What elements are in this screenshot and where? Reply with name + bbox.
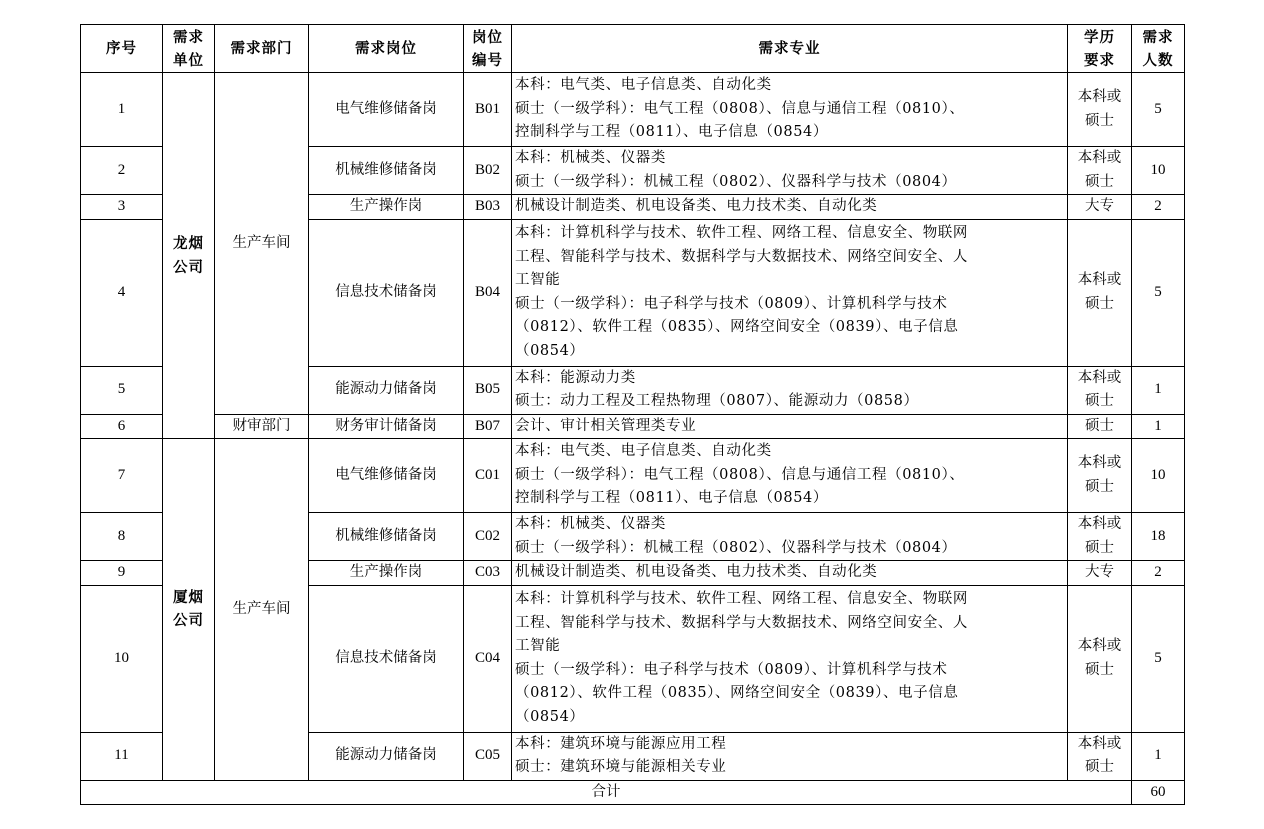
count-cell: 1 — [1132, 732, 1185, 780]
post-cell: 生产操作岗 — [309, 561, 464, 586]
count-cell: 10 — [1132, 439, 1185, 513]
header-count — [1132, 25, 1185, 73]
code-cell: C05 — [464, 732, 512, 780]
edu-cell — [1068, 439, 1132, 513]
post-cell: 生产操作岗 — [309, 195, 464, 220]
edu-line1: 本科或 — [1077, 735, 1122, 752]
post-cell: 电气维修储备岗 — [309, 73, 464, 147]
edu-line1: 本科或 — [1077, 455, 1122, 471]
edu-line2: 硕士 — [1085, 661, 1114, 678]
count-cell: 18 — [1132, 513, 1185, 561]
major-line: 控制科学与工程（0811）、电子信息（0854） — [515, 124, 828, 141]
code-cell: C01 — [464, 439, 512, 513]
header-unit — [163, 25, 215, 73]
post-cell: 能源动力储备岗 — [309, 366, 464, 414]
major-line: （0812）、软件工程（0835）、网络空间安全（0839）、电子信息 — [515, 319, 959, 335]
major-line: 本科：能源动力类 — [515, 369, 636, 386]
major-line: （0854） — [515, 342, 585, 359]
edu-line1: 本科或 — [1077, 150, 1122, 166]
header-code-line2: 编号 — [472, 51, 503, 69]
major-line: 硕士（一级学科）：电气工程（0808）、信息与通信工程（0810）、 — [515, 466, 965, 483]
dept-cell-finance: 财审部门 — [215, 414, 309, 439]
post-cell: 财务审计储备岗 — [309, 414, 464, 439]
table-row — [81, 73, 1185, 147]
edu-line2: 硕士 — [1085, 539, 1114, 556]
edu-line2: 硕士 — [1085, 478, 1114, 495]
code-cell: B03 — [464, 195, 512, 220]
code-cell: B02 — [464, 147, 512, 195]
dept-cell-production: 生产车间 — [215, 73, 309, 415]
major-cell — [512, 585, 1068, 732]
edu-line2: 硕士 — [1085, 759, 1114, 775]
header-row — [81, 25, 1185, 73]
edu-cell — [1068, 513, 1132, 561]
major-line: 机械设计制造类、机电设备类、电力技术类、自动化类 — [515, 198, 878, 214]
edu-line2: 硕士 — [1085, 173, 1114, 190]
header-count-line1: 需求 — [1142, 28, 1174, 46]
major-line: 硕士（一级学科）：电子科学与技术（0809）、计算机科学与技术 — [515, 295, 948, 312]
count-cell: 5 — [1132, 585, 1185, 732]
unit-cell-longyan — [163, 73, 215, 439]
edu-line1: 本科或 — [1077, 272, 1122, 288]
edu-cell: 大专 — [1068, 195, 1132, 220]
header-unit-line2: 单位 — [173, 51, 204, 69]
major-cell — [512, 561, 1068, 586]
major-line: 控制科学与工程（0811）、电子信息（0854） — [515, 490, 828, 507]
total-label: 合计 — [81, 780, 1132, 805]
major-line: 本科：机械类、仪器类 — [515, 150, 666, 166]
edu-line1: 本科或 — [1077, 89, 1122, 105]
major-line: 会计、审计相关管理类专业 — [515, 417, 697, 434]
major-line: 硕士（一级学科）：电子科学与技术（0809）、计算机科学与技术 — [515, 661, 948, 678]
header-edu-line1: 学历 — [1084, 28, 1115, 46]
major-line: 工智能 — [515, 638, 561, 654]
edu-cell — [1068, 73, 1132, 147]
edu-cell — [1068, 219, 1132, 366]
major-line: 本科：电气类、电子信息类、自动化类 — [515, 443, 772, 460]
seq-cell: 6 — [81, 414, 163, 439]
major-line: 工程、智能科学与技术、数据科学与大数据技术、网络空间安全、人 — [515, 248, 968, 265]
header-seq: 序号 — [81, 25, 163, 73]
edu-cell — [1068, 366, 1132, 414]
header-unit-line1: 需求 — [173, 28, 204, 46]
code-cell: C03 — [464, 561, 512, 586]
header-edu-line2: 要求 — [1084, 51, 1115, 69]
count-cell: 2 — [1132, 195, 1185, 220]
edu-line1: 本科或 — [1077, 638, 1122, 654]
major-cell — [512, 73, 1068, 147]
edu-cell: 硕士 — [1068, 414, 1132, 439]
unit-name-line1: 龙烟 — [173, 235, 204, 252]
edu-line1: 本科或 — [1077, 369, 1122, 386]
seq-cell: 11 — [81, 732, 163, 780]
major-line: 硕士（一级学科）：电气工程（0808）、信息与通信工程（0810）、 — [515, 100, 965, 117]
header-dept: 需求部门 — [215, 25, 309, 73]
edu-line1: 本科或 — [1077, 516, 1122, 532]
major-line: 本科：电气类、电子信息类、自动化类 — [515, 77, 772, 94]
edu-cell — [1068, 585, 1132, 732]
major-cell — [512, 732, 1068, 780]
post-cell: 信息技术储备岗 — [309, 219, 464, 366]
major-line: 硕士（一级学科）：机械工程（0802）、仪器科学与技术（0804） — [515, 539, 957, 556]
major-cell — [512, 366, 1068, 414]
code-cell: C04 — [464, 585, 512, 732]
header-edu — [1068, 25, 1132, 73]
edu-cell — [1068, 732, 1132, 780]
count-cell: 5 — [1132, 73, 1185, 147]
major-line: 硕士（一级学科）：机械工程（0802）、仪器科学与技术（0804） — [515, 173, 957, 190]
post-cell: 机械维修储备岗 — [309, 513, 464, 561]
unit-name-line2: 公司 — [173, 612, 204, 630]
major-line: （0854） — [515, 708, 585, 725]
total-row — [81, 780, 1185, 805]
major-line: 工程、智能科学与技术、数据科学与大数据技术、网络空间安全、人 — [515, 614, 968, 631]
header-post: 需求岗位 — [309, 25, 464, 73]
major-line: 硕士：动力工程及工程热物理（0807）、能源动力（0858） — [515, 393, 919, 409]
header-major: 需求专业 — [512, 25, 1068, 73]
post-cell: 电气维修储备岗 — [309, 439, 464, 513]
code-cell: B07 — [464, 414, 512, 439]
code-cell: B04 — [464, 219, 512, 366]
code-cell: C02 — [464, 513, 512, 561]
header-code-line1: 岗位 — [472, 28, 503, 46]
unit-cell-xiayan — [163, 439, 215, 781]
major-cell — [512, 414, 1068, 439]
table-row — [81, 439, 1185, 513]
edu-line2: 硕士 — [1085, 112, 1114, 129]
major-cell — [512, 219, 1068, 366]
post-cell: 机械维修储备岗 — [309, 147, 464, 195]
count-cell: 5 — [1132, 219, 1185, 366]
edu-line2: 硕士 — [1085, 393, 1114, 409]
unit-name-line1: 厦烟 — [173, 588, 204, 606]
post-cell: 信息技术储备岗 — [309, 585, 464, 732]
major-line: 本科：计算机科学与技术、软件工程、网络工程、信息安全、物联网 — [515, 591, 968, 607]
major-line: 本科：计算机科学与技术、软件工程、网络工程、信息安全、物联网 — [515, 225, 968, 241]
major-cell — [512, 147, 1068, 195]
header-count-line2: 人数 — [1142, 51, 1174, 69]
recruitment-table — [80, 24, 1185, 805]
count-cell: 1 — [1132, 366, 1185, 414]
edu-cell: 大专 — [1068, 561, 1132, 586]
seq-cell: 8 — [81, 513, 163, 561]
seq-cell: 7 — [81, 439, 163, 513]
unit-name-line2: 公司 — [173, 258, 204, 276]
seq-cell: 5 — [81, 366, 163, 414]
seq-cell: 4 — [81, 219, 163, 366]
count-cell: 2 — [1132, 561, 1185, 586]
total-count: 60 — [1132, 780, 1185, 805]
table-row — [81, 414, 1185, 439]
major-line: （0812）、软件工程（0835）、网络空间安全（0839）、电子信息 — [515, 685, 959, 701]
seq-cell: 2 — [81, 147, 163, 195]
seq-cell: 3 — [81, 195, 163, 220]
seq-cell: 1 — [81, 73, 163, 147]
major-cell — [512, 513, 1068, 561]
major-line: 工智能 — [515, 272, 561, 288]
seq-cell: 10 — [81, 585, 163, 732]
edu-cell — [1068, 147, 1132, 195]
count-cell: 1 — [1132, 414, 1185, 439]
edu-line2: 硕士 — [1085, 295, 1114, 312]
dept-cell-production: 生产车间 — [215, 439, 309, 781]
major-line: 机械设计制造类、机电设备类、电力技术类、自动化类 — [515, 564, 878, 580]
major-cell — [512, 195, 1068, 220]
post-cell: 能源动力储备岗 — [309, 732, 464, 780]
major-cell — [512, 439, 1068, 513]
code-cell: B01 — [464, 73, 512, 147]
major-line: 本科：机械类、仪器类 — [515, 516, 666, 532]
count-cell: 10 — [1132, 147, 1185, 195]
seq-cell: 9 — [81, 561, 163, 586]
code-cell: B05 — [464, 366, 512, 414]
major-line: 硕士：建筑环境与能源相关专业 — [515, 759, 727, 775]
major-line: 本科：建筑环境与能源应用工程 — [515, 735, 727, 752]
header-code — [464, 25, 512, 73]
